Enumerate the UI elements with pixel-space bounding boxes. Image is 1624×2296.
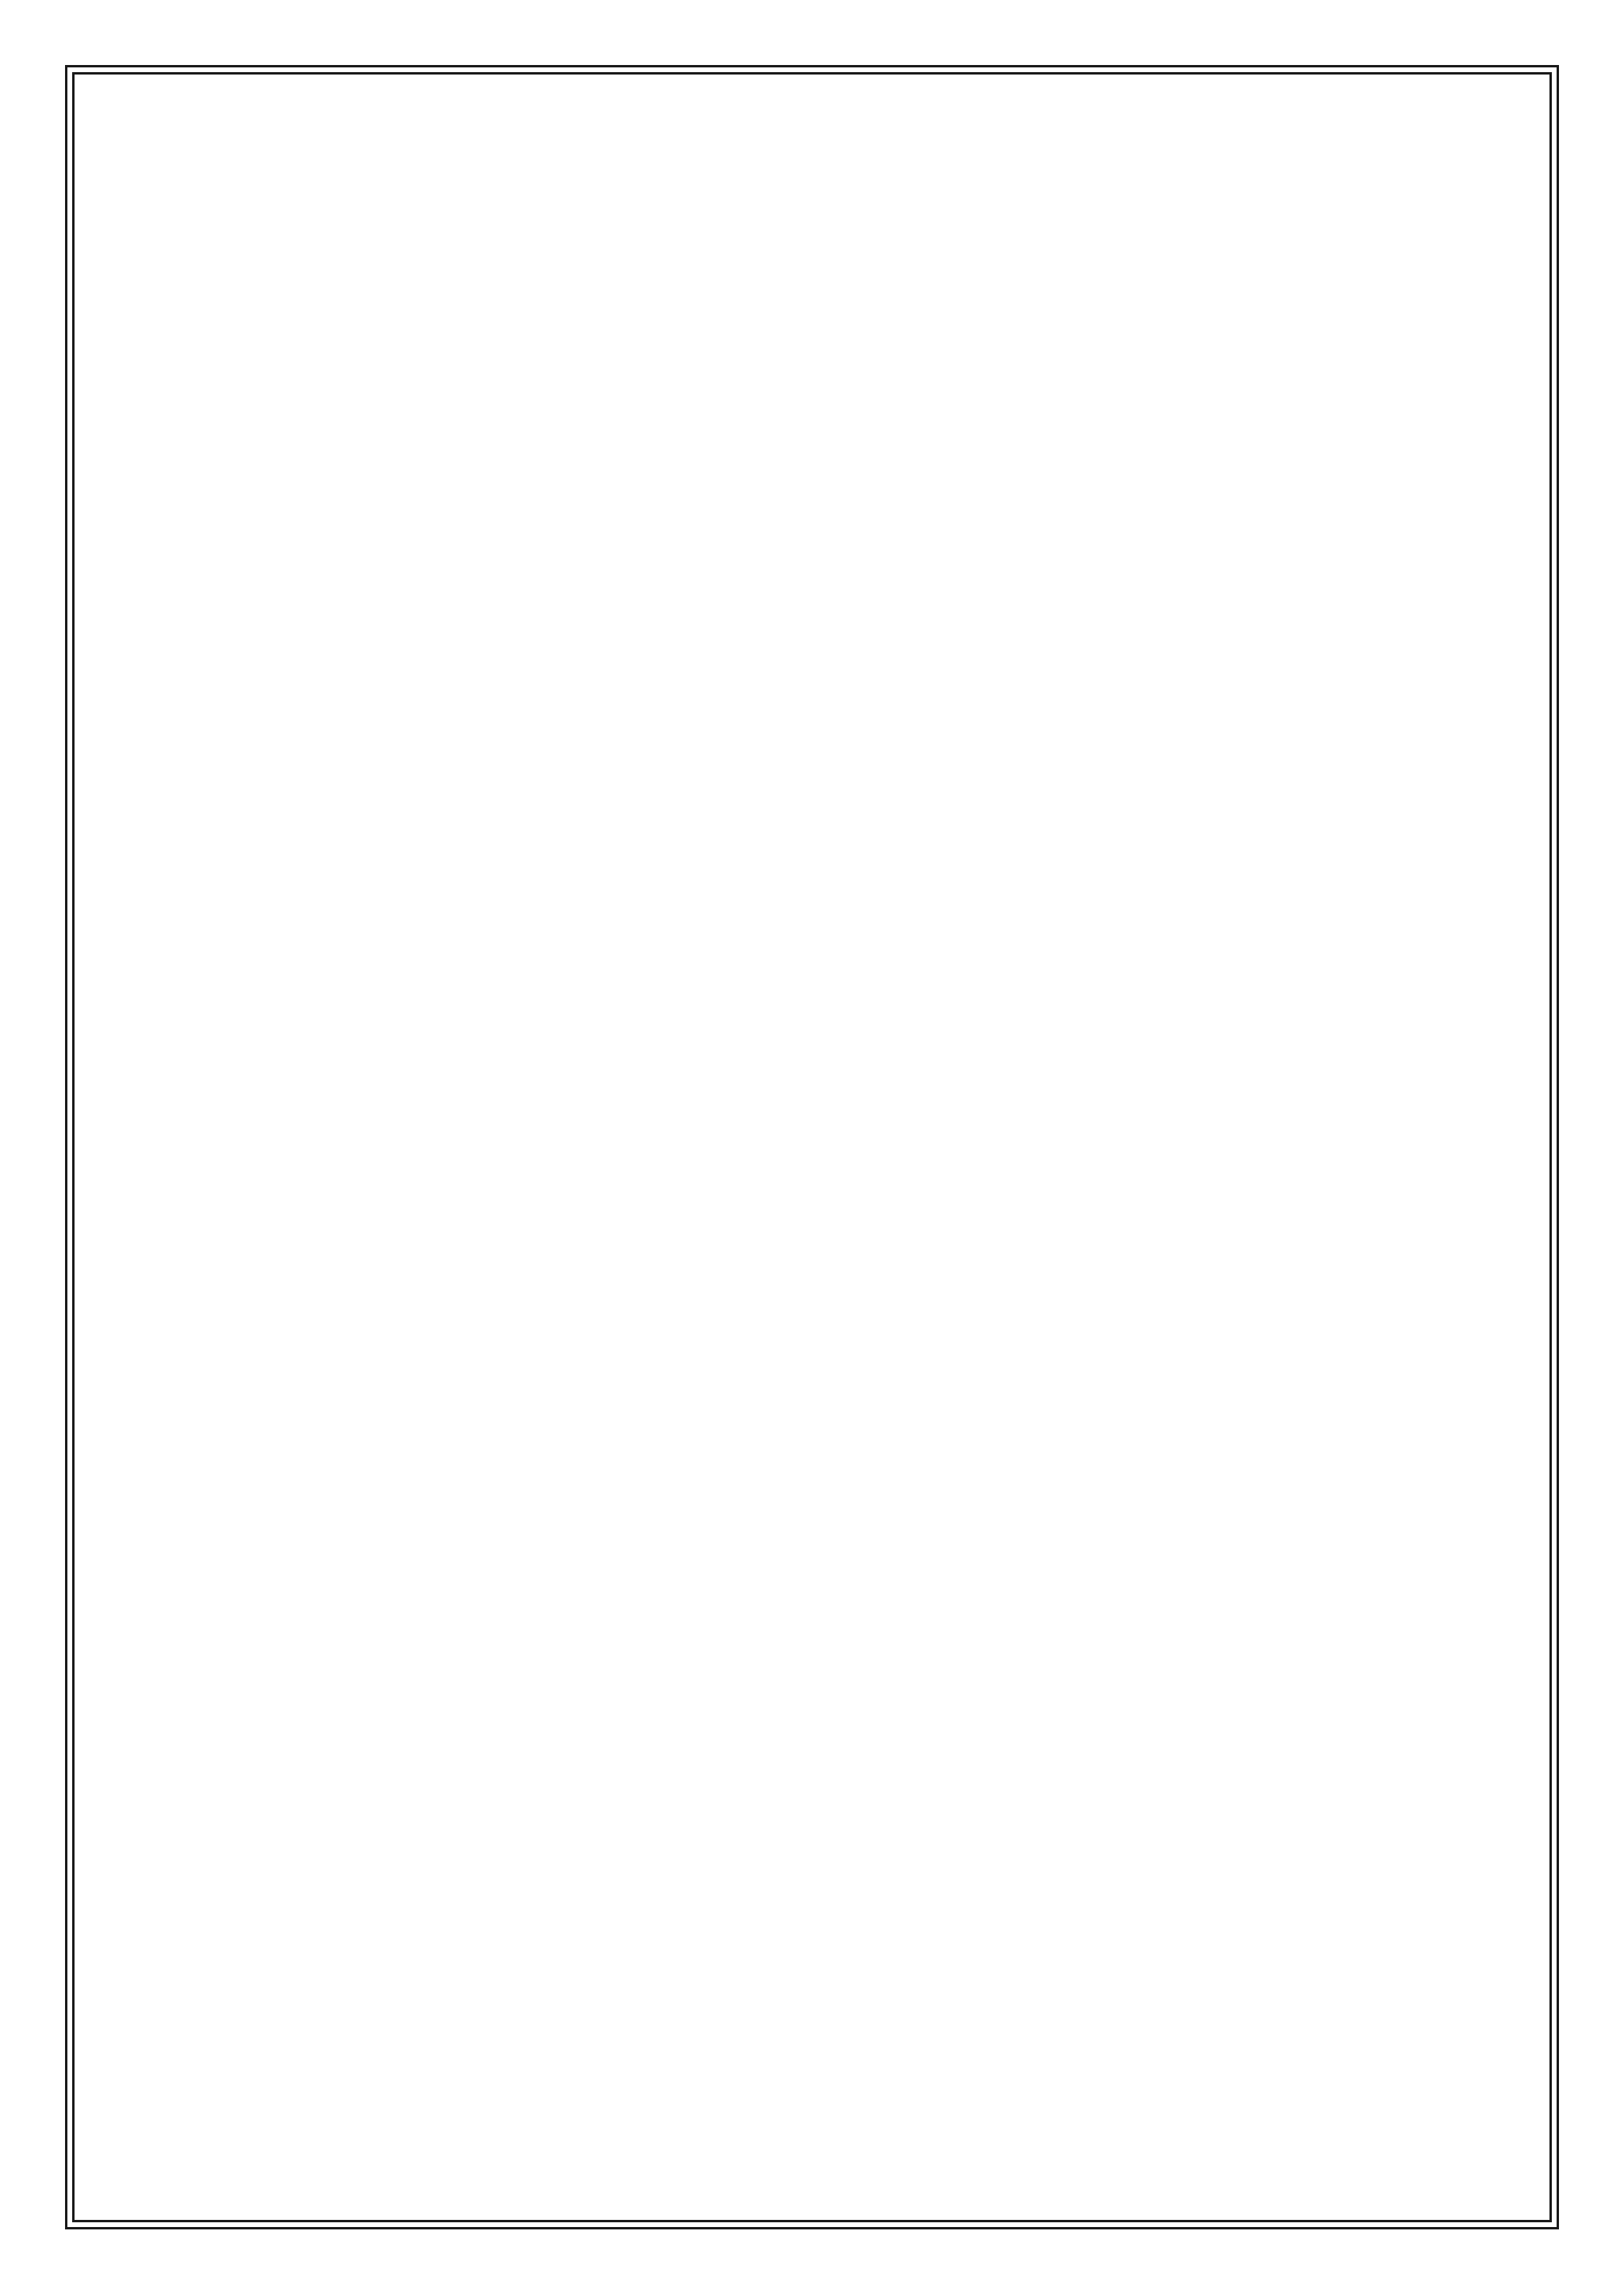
page-border-inner <box>72 72 1552 2222</box>
